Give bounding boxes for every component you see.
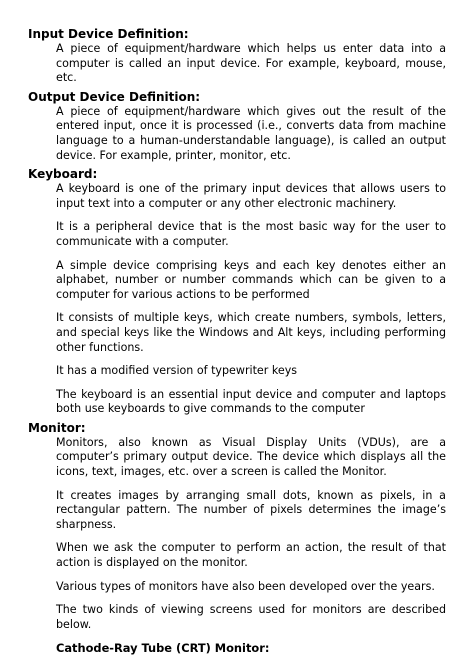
paragraph: A simple device comprising keys and each key denotes either an alphabet, number or number commands which can be given to a computer for various actions to be performed [56,258,446,301]
paragraph: A piece of equipment/hardware which helps us enter data into a computer is called an input device. For example, keyboard, mouse, etc. [56,42,446,85]
paragraph: Monitors, also known as Visual Display Units (VDUs), are a computer’s primary output device. The device which displays all the icons, text, images, etc. over a screen is called the Monitor. [56,435,446,479]
paragraph: A keyboard is one of the primary input devices that allows users to input text into a computer or any other electronic machinery. [56,182,446,210]
section-monitor [28,421,446,655]
section-heading: Monitor: [28,420,86,435]
paragraph: It is a peripheral device that is the most basic way for the user to communicate with a computer. [56,220,446,248]
section-input-device [28,27,446,86]
section-heading: Output Device Definition: [28,89,201,104]
section-output-device [28,90,446,163]
section-heading: Keyboard: [28,167,98,182]
section-keyboard [28,167,446,417]
paragraph: Various types of monitors have also been developed over the years. [56,579,435,593]
subsection-heading: Cathode-Ray Tube (CRT) Monitor: [56,641,270,655]
paragraph: It has a modified version of typewriter keys [56,364,298,378]
paragraph: The two kinds of viewing screens used for monitors are described below. [56,603,446,631]
paragraph: It creates images by arranging small dots, known as pixels, in a rectangular pattern. The number of pixels determines the image’s sharpness. [56,488,446,531]
paragraph: A piece of equipment/hardware which gives out the result of the entered input, once it is processed (i.e., converts data from machine language to a human-understandable language), is called an output device. For example, printer, monitor, etc. [56,104,446,162]
paragraph: When we ask the computer to perform an action, the result of that action is displayed on the monitor. [56,541,446,570]
paragraph: The keyboard is an essential input device and computer and laptops both use keyboards to give commands to the computer [56,387,446,416]
paragraph: It consists of multiple keys, which create numbers, symbols, letters, and special keys like the Windows and Alt keys, including performing other functions. [56,311,446,354]
section-heading: Input Device Definition: [28,27,189,41]
